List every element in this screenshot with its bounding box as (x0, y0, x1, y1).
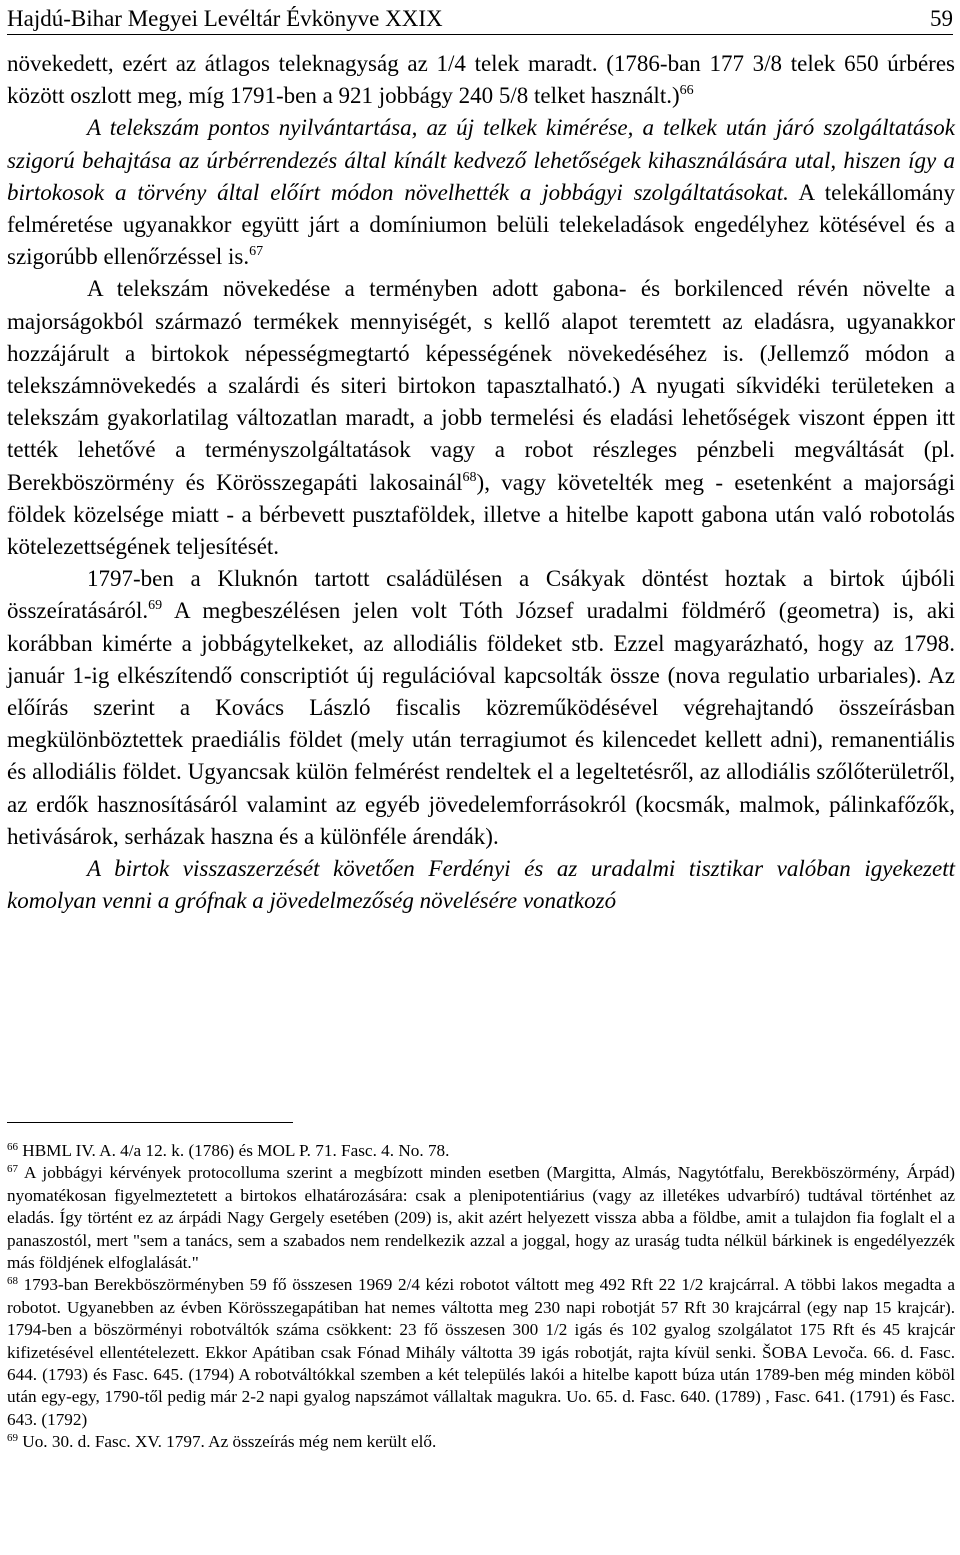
footnote-ref-67[interactable]: 67 (249, 244, 264, 260)
footnote-67 (7, 1162, 955, 1274)
footnote-number: 66 (7, 1141, 18, 1153)
footnote-ref-68[interactable]: 68 (462, 469, 477, 485)
paragraph-1-text: növekedett, ezért az átlagos teleknagyság az 1/4 telek maradt. (1786-ban 177 3/8 telek 650 úrbéres között oszlott meg, míg 1791-ben a 921 jobbágy 240 5/8 telket használt.) (7, 51, 955, 109)
paragraph-1 (7, 48, 955, 112)
paragraph-2-text: A telekállomány felméretése ugyanakkor együtt járt a domíniumon belüli telekeladások engedélyhez kötésével és a szigorúbb ellenőrzéssel is. (7, 179, 956, 270)
footnote-text: Uo. 30. d. Fasc. XV. 1797. Az összeírás még nem került elő. (18, 1432, 437, 1452)
paragraph-4-text-b: A megbeszélésen jelen volt Tóth József uradalmi földmérő (geometra) is, aki korábban kimérte a jobbágytelkeket, az allodiális földeket stb. Ezzel magyarázható, hogy az 1798. január 1-ig elkészítendő conscriptiót új regulációval kapcsolták össze (nova regulatio urbariales). Az előírás szerint a Kovács László fiscalis közreműködésével végrehajtandó összeírásban megkülönböztettek praediális földet (mely után terragiumot és kilencedet kellett adni), remanentiális és allodiális földet. Ugyancsak külön felmérést rendeltek el a legeltetésről, az allodiális szőlőterületről, az erdők hasznosításáról valamint az egyéb jövedelemforrásokról (kocsmák, malmok, pálinkafőzők, hetivásárok, serházak haszna és a különféle árendák). (7, 598, 955, 849)
paragraph-5: A birtok visszaszerzését követően Ferdényi és az uradalmi tisztikar valóban igyekezett komolyan venni a grófnak a jövedelmezőség növelésére vonatkozó (7, 856, 955, 914)
paragraph-2 (7, 112, 955, 273)
footnote-ref-66[interactable]: 66 (679, 83, 694, 99)
paragraph-4-text-a: 1797-ben a Kluknón tartott családülésen a Csákyak döntést hoztak a birtok újbóli összeíratásáról. (7, 566, 955, 624)
footnote-66 (7, 1140, 955, 1162)
footnote-text: 1793-ban Berekböszörményben 59 fő összesen 1969 2/4 kézi robotot váltott meg 492 Rft 22 1/2 krajcárral. A többi lakos megadta a robotot. Ugyanebben az évben Körösszegapátiban hat nemes váltotta meg 230 napi robotját 57 Rft 30 krajcárral (egy nap 15 krajcár). 1794-ben a böszörményi robotváltók száma csökkent: 23 fő összesen 300 1/2 igás és 102 gyalog szolgálatot 175 Rft és 45 krajcár kifizetésével ellentételezett. Ekkor Apátiban csak Fónad Mihály váltotta 39 igás robotját, rajta kívül senki. ŠOBA Levoča. 66. d. Fasc. 644. (1793) és Fasc. 645. (1794) A robotváltókkal szemben a két település lakói a hitelbe kapott búza után 1789-ben még minden köböl után egy-egy, 1790-től pedig már 2-2 napi gyalog napszámot vállaltak magukra. Uo. 65. d. Fasc. 640. (1789) , Fasc. 641. (1791) és Fasc. 643. (1792) (7, 1275, 955, 1429)
paragraph-3-text-b: ), vagy követelték meg - esetenként a majorsági földek közelsége miatt - a bérbevett pusztaföldek, illetve a hitelbe kapott gabona után való robotolás kötelezettségének teljesítését. (7, 469, 955, 560)
body-text (7, 48, 955, 917)
footnote-separator (7, 1122, 293, 1123)
journal-title: Hajdú-Bihar Megyei Levéltár Évkönyve XXIX (7, 6, 443, 31)
paragraph-3 (7, 273, 955, 563)
footnote-69 (7, 1431, 955, 1453)
footnote-number: 68 (7, 1275, 18, 1288)
footnotes (7, 1140, 955, 1454)
footnote-text: HBML IV. A. 4/a 12. k. (1786) és MOL P. 71. Fasc. 4. No. 78. (18, 1141, 450, 1160)
paragraph-3-text-a: A telekszám növekedése a terményben adott gabona- és borkilenced révén növelte a majorságokból származó termékek mennyiségét, s kellő alapot teremtett az eladásra, ugyanakkor hozzájárult a birtokok népességmegtartó képességének növekedéséhez is. (Jellemző módon a telekszámnövekedés a szalárdi és siteri birtokon tapasztalható.) A nyugati síkvidéki területeken a telekszám gyakorlatilag változatlan maradt, a jobb termelési és eladási lehetőségek viszont éppen itt tették lehetővé a terményszolgáltatások vagy a robot részleges pénzbeli megváltását (pl. Berekböszörmény és Körösszegapáti lakosainál (7, 276, 955, 495)
page-number: 59 (930, 6, 953, 31)
paragraph-2-italic: A telekszám pontos nyilvántartása, az új telkek kimérése, a telkek után járó szolgáltatások szigorú behajtása az úrbérrendezés által kínált kedvező lehetőségek kihasználására utal, hiszen így a birtokosok a törvény által előírt módon növelhették a jobbágyi szolgáltatásokat. (7, 115, 955, 205)
running-header (7, 4, 953, 35)
footnote-text: A jobbágyi kérvények protocolluma szerint a megbízott minden esetben (Margitta, Almás, Nagytótfalu, Berekböszörmény, Árpád) nyomatékosan figyelmeztetett a birtokos elhatározására: csak a plenipotentiárius (vagy az illetékes udvarbíró) tudtával történhet az eladás. Így történt ez az árpádi Nagy Gergely esetében (209) is, akit azért helyezett vissza abba a földbe, amit a tulajdon fia foglalt el a panaszostól, mert "sem a tanács, sem a szabados nem rendelkezik azzal a joggal, hogy az uraság tudta nélkül bárkinek is engedélyezzék más földjének elfoglalását." (7, 1163, 955, 1273)
footnote-68 (7, 1274, 955, 1431)
footnote-number: 69 (7, 1432, 18, 1445)
footnote-number: 67 (7, 1163, 18, 1176)
footnote-ref-69[interactable]: 69 (148, 598, 163, 614)
paragraph-4 (7, 563, 955, 853)
